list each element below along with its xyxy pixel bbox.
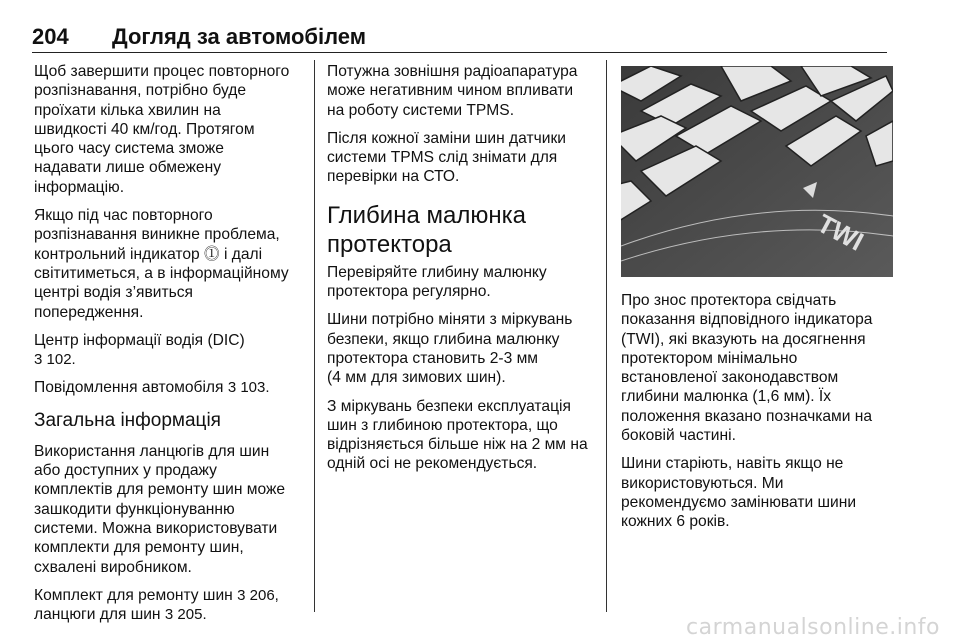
page-reference-link[interactable]: 3 103. xyxy=(227,379,270,397)
watermark: carmanualsonline.info xyxy=(686,615,940,640)
paragraph: Перевіряйте глибину малюнку протектора регулярно. xyxy=(327,263,547,301)
page-reference-link[interactable]: 3 102. xyxy=(34,351,76,369)
column-left xyxy=(34,62,306,633)
paragraph: Комплект для ремонту шин 3 206, ланцюги для шин 3 205. xyxy=(34,586,279,624)
page-reference-link[interactable]: 3 205. xyxy=(164,606,207,624)
section-heading: Загальна інформація xyxy=(34,409,221,431)
tire-tread-illustration xyxy=(621,66,893,277)
paragraph: Щоб завершити процес повторного розпізнавання, потрібно буде проїхати кілька хвилин на швидкості 40 км/год. Протягом цього часу система зможе надавати лише обмежену інформацію. xyxy=(34,63,290,196)
page-number: 204 xyxy=(32,24,69,49)
tire-tread-drawing xyxy=(621,66,893,277)
column-middle xyxy=(327,62,597,483)
paragraph: Про знос протектора свідчать показання відповідного індикатора (TWI), які вказують на досягнення протектором мінімально встановленої законодавством глибини малюнка (1,6 мм). Їх положення вказано позначками на боковій частині. xyxy=(621,292,873,445)
paragraph: Після кожної заміни шин датчики системи TPMS слід знімати для перевірки на СТО. xyxy=(327,129,566,186)
paragraph: З міркувань безпеки експлуатація шин з глибиною протектора, що відрізняється більше ніж на 2 мм на одній осі не рекомендується. xyxy=(327,397,588,473)
section-heading: Глибина малюнка протектора xyxy=(327,201,526,258)
column-right xyxy=(621,291,891,541)
page-title: Догляд за автомобілем xyxy=(112,24,367,49)
column-divider xyxy=(606,60,607,612)
column-divider xyxy=(314,60,315,612)
paragraph: Якщо під час повторного розпізнавання виникне проблема, контрольний індикатор ⓵ і далі світитиметься, а в інформаційному центрі водія з’явиться попередження. xyxy=(34,207,289,321)
paragraph: Повідомлення автомобіля 3 103. xyxy=(34,379,270,397)
tpms-warning-icon: ⓵ xyxy=(204,245,220,263)
twi-marker-label: TWI xyxy=(812,207,869,257)
paragraph: Шини старіють, навіть якщо не використовуються. Ми рекомендуємо замінювати шини кожних 6 років. xyxy=(621,455,857,531)
paragraph: Потужна зовнішня радіоапаратура може негативним чином впливати на роботу системи TPMS. xyxy=(327,63,578,119)
paragraph: Використання ланцюгів для шин або доступних у продажу комплектів для ремонту шин може зашкодити функціонуванню системи. Можна використовувати комплекти для ремонту шин, схвалені виробником. xyxy=(34,442,286,576)
page-reference-link[interactable]: 3 206, xyxy=(237,586,279,604)
paragraph: Центр інформації водія (DIC) 3 102. xyxy=(34,331,245,369)
paragraph: Шини потрібно міняти з міркувань безпеки, якщо глибина малюнку протектора становить 2-3 мм (4 мм для зимових шин). xyxy=(327,311,573,387)
page-header xyxy=(32,18,887,53)
